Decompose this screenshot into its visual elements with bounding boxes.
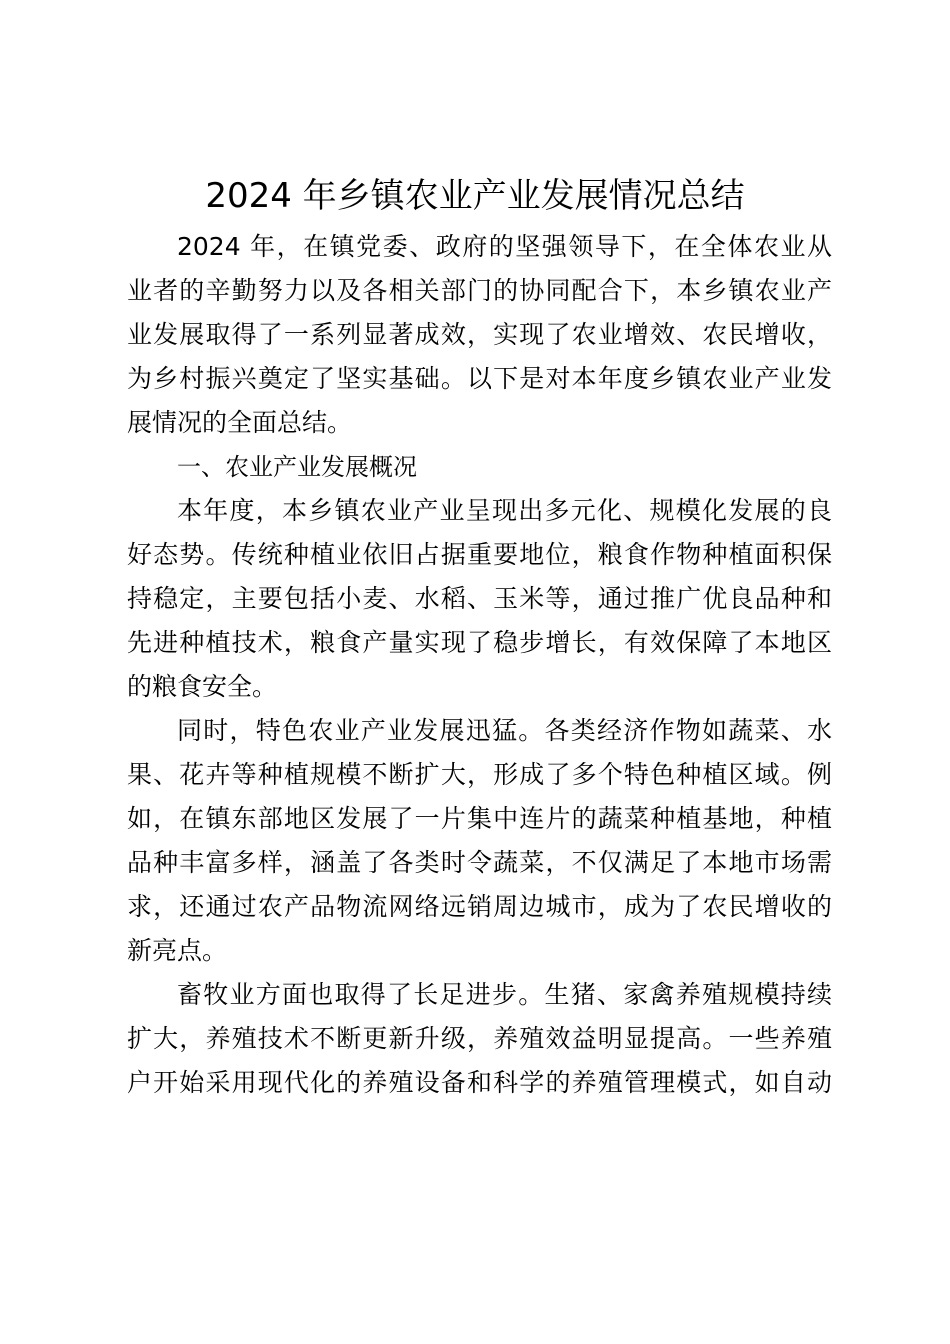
paragraph-overview-line-1: 本年度，本乡镇农业产业呈现出多元化、规模化发展的良 (177, 496, 832, 525)
paragraph-intro-line-4: 为乡村振兴奠定了坚实基础。以下是对本年度乡镇农业产业发 (127, 364, 832, 393)
paragraph-livestock-line-3: 户开始采用现代化的养殖设备和科学的养殖管理模式，如自动 (127, 1068, 832, 1097)
paragraph-overview-line-5: 的粮食安全。 (127, 672, 278, 701)
paragraph-livestock-line-1: 畜牧业方面也取得了长足进步。生猪、家禽养殖规模持续 (177, 980, 832, 1009)
paragraph-special-line-4: 品种丰富多样，涵盖了各类时令蔬菜，不仅满足了本地市场需 (127, 848, 832, 877)
document-body (127, 225, 832, 1105)
section-heading: 一、农业产业发展概况 (177, 453, 417, 481)
paragraph-overview-line-2: 好态势。传统种植业依旧占据重要地位，粮食作物种植面积保 (127, 540, 832, 569)
paragraph-intro-line-1: 2024 年，在镇党委、政府的坚强领导下，在全体农业从 (177, 232, 832, 261)
paragraph-livestock-line-2: 扩大，养殖技术不断更新升级，养殖效益明显提高。一些养殖 (127, 1024, 832, 1053)
paragraph-special-line-2: 果、花卉等种植规模不断扩大，形成了多个特色种植区域。例 (127, 760, 832, 789)
paragraph-special-line-3: 如，在镇东部地区发展了一片集中连片的蔬菜种植基地，种植 (127, 804, 832, 833)
paragraph-special-line-5: 求，还通过农产品物流网络远销周边城市，成为了农民增收的 (127, 892, 832, 921)
paragraph-overview-line-3: 持稳定，主要包括小麦、水稻、玉米等，通过推广优良品种和 (127, 584, 832, 613)
paragraph-intro-line-3: 业发展取得了一系列显著成效，实现了农业增效、农民增收， (127, 320, 832, 349)
paragraph-intro-line-2: 业者的辛勤努力以及各相关部门的协同配合下，本乡镇农业产 (127, 276, 832, 305)
paragraph-overview-line-4: 先进种植技术，粮食产量实现了稳步增长，有效保障了本地区 (127, 628, 832, 657)
paragraph-special-line-1: 同时，特色农业产业发展迅猛。各类经济作物如蔬菜、水 (177, 716, 832, 745)
paragraph-intro-line-5: 展情况的全面总结。 (127, 408, 353, 437)
document-title: 2024 年乡镇农业产业发展情况总结 (205, 176, 745, 216)
paragraph-special-line-6: 新亮点。 (127, 936, 228, 965)
